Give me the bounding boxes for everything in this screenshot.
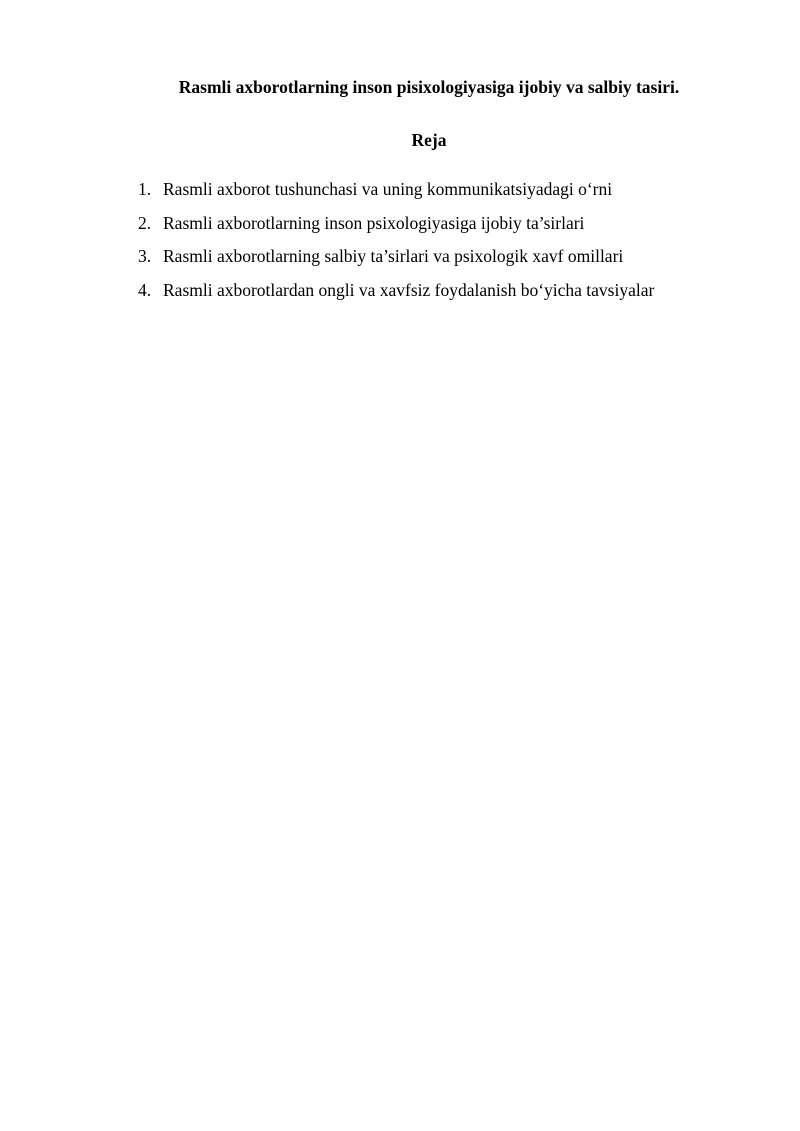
plan-item-number: 3. [138, 246, 152, 266]
plan-item-text: Rasmli axborotlarning salbiy ta’sirlari va psixologik xavf omillari [163, 246, 624, 266]
plan-list-item [138, 278, 654, 302]
plan-item-number: 4. [138, 279, 152, 300]
plan-list [138, 177, 654, 311]
plan-list-item [138, 177, 654, 201]
plan-heading: Reja [411, 130, 447, 150]
plan-list-item [138, 244, 654, 268]
plan-item-number: 2. [138, 212, 152, 233]
document-title: Rasmli axborotlarning inson pisixologiyasiga ijobiy va salbiy tasiri. [178, 77, 680, 97]
plan-item-text: Rasmli axborotlarning inson psixologiyasiga ijobiy ta’sirlari [163, 212, 585, 233]
plan-item-number: 1. [138, 179, 152, 199]
plan-list-item [138, 211, 654, 235]
plan-item-text: Rasmli axborotlardan ongli va xavfsiz foydalanish bo‘yicha tavsiyalar [163, 279, 655, 300]
plan-item-text: Rasmli axborot tushunchasi va uning kommunikatsiyadagi o‘rni [163, 179, 613, 199]
